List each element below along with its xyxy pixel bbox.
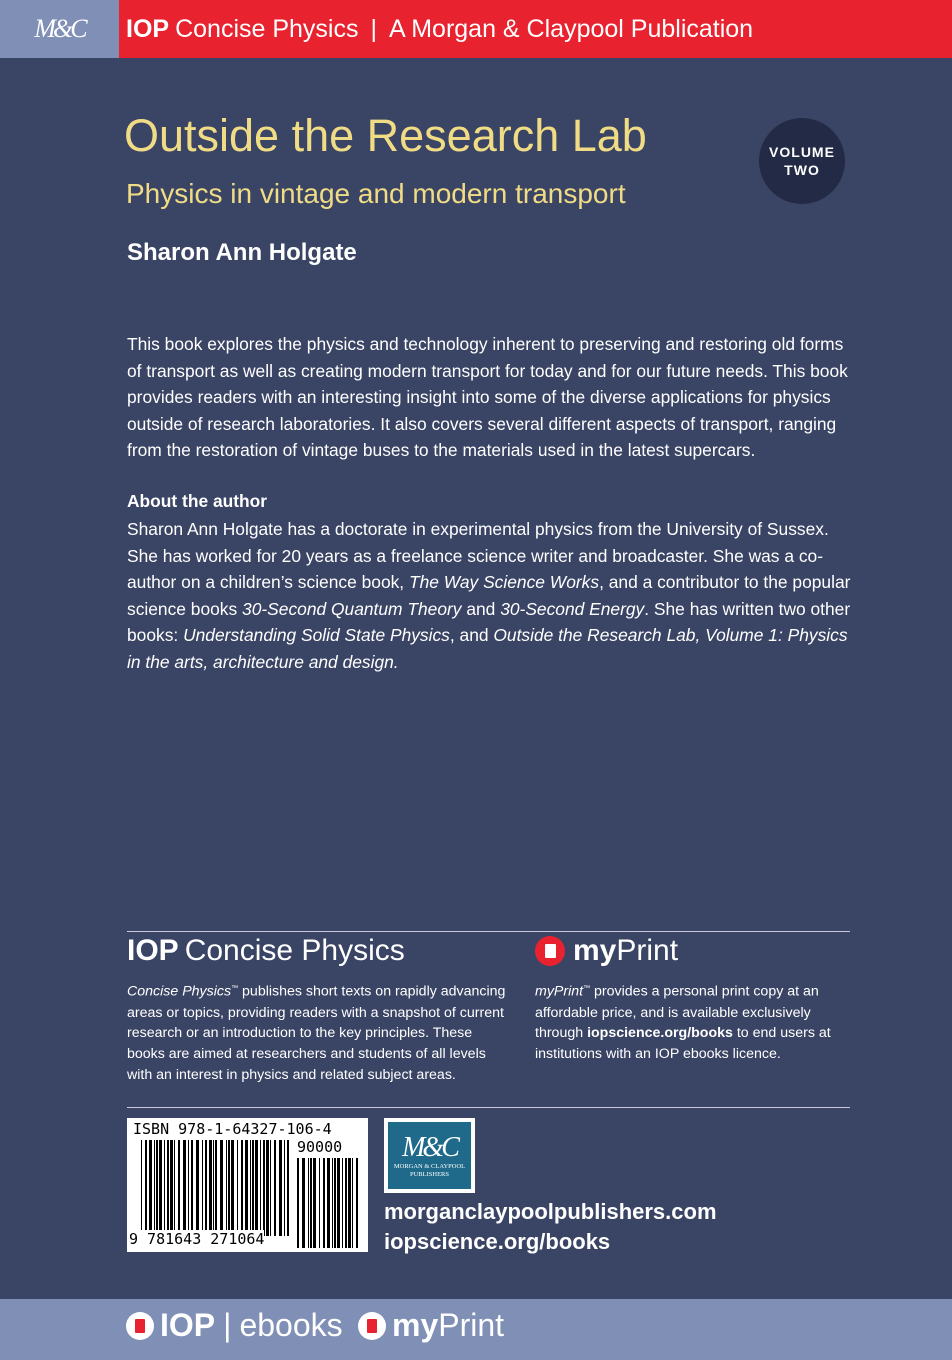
barcode-bar — [213, 1140, 214, 1236]
series-name: Concise Physics — [175, 14, 359, 43]
morgan-claypool-logo-inner — [388, 1122, 471, 1189]
barcode-bar — [178, 1140, 180, 1236]
about-text-2: , and a contributor to the popular science books — [127, 572, 851, 619]
barcode-bar — [174, 1140, 175, 1236]
footer-iop: IOP — [160, 1307, 216, 1343]
about-author-text — [127, 516, 852, 675]
barcode-bar — [263, 1140, 265, 1236]
book-description: This book explores the physics and technology inherent to preserving and restoring old forms of transport as well as creating modern transport for today and for our future needs. This book provides readers with an interesting insight into some of the diverse applications for physics outside of research laboratories. It also covers several different aspects of transport, ranging from the restoration of vintage buses to the materials used in the latest supercars. — [127, 334, 848, 460]
concise-italic-name: Concise Physics — [127, 983, 232, 1000]
volume-number: TWO — [784, 162, 820, 178]
myprint-italic-name: myPrint — [535, 983, 584, 1000]
barcode-bar — [337, 1158, 340, 1248]
barcode-bar — [279, 1140, 282, 1236]
myprint-my: my — [573, 934, 617, 967]
concise-physics-logo — [127, 934, 405, 968]
barcode-bar — [154, 1140, 155, 1236]
barcode-bar — [260, 1140, 261, 1236]
footer-myprint-logo — [358, 1307, 504, 1344]
barcode-bar — [205, 1140, 207, 1236]
iopscience-url[interactable]: iopscience.org/books — [384, 1229, 611, 1254]
series-banner — [126, 0, 753, 58]
barcode-bar — [228, 1140, 230, 1236]
barcode-bar — [191, 1140, 193, 1236]
publisher-logo-box — [0, 0, 119, 58]
barcode-bar — [345, 1158, 347, 1248]
footer-sep: | — [223, 1307, 232, 1343]
barcode-bar — [183, 1140, 186, 1236]
about-text-3: and — [461, 598, 501, 619]
barcode-bar — [252, 1140, 254, 1236]
barcode-bar — [241, 1140, 243, 1236]
barcode-bar — [348, 1158, 351, 1248]
barcode-bar — [302, 1158, 305, 1248]
myprint-body-2: to end users at institutions with an IOP ebooks licence. — [535, 1025, 831, 1063]
volume-label: VOLUME — [769, 144, 835, 160]
about-book-3: 30-Second Energy — [500, 598, 645, 619]
iop-ebooks-logo — [126, 1307, 343, 1344]
about-text-4: . She has written two other books: — [127, 598, 851, 645]
barcode-bar — [215, 1140, 217, 1236]
barcode-bar — [297, 1158, 299, 1248]
barcode-bar — [334, 1158, 336, 1248]
barcode-bar — [245, 1140, 248, 1236]
separator: | — [370, 14, 377, 43]
volume-badge — [759, 118, 845, 204]
mc-logo-icon: M&C — [34, 14, 85, 43]
mc-monogram-icon: M&C — [402, 1131, 457, 1163]
myprint-tm: ™ — [583, 985, 591, 992]
barcode-bar — [319, 1158, 320, 1248]
morgan-claypool-logo — [384, 1118, 475, 1193]
myprint-body-1: provides a personal print copy at an affordable price, and is available exclusively through — [535, 983, 819, 1042]
publisher-name: MORGAN & CLAYPOOL PUBLISHERS — [393, 1162, 466, 1178]
barcode-bar — [167, 1140, 169, 1236]
book-disc-icon — [535, 936, 565, 966]
barcode-bar — [284, 1140, 285, 1236]
iop-disc-icon — [126, 1312, 154, 1340]
ean-barcode-bars — [141, 1140, 291, 1236]
barcode-bar — [202, 1140, 203, 1236]
barcode-bar — [342, 1158, 343, 1248]
about-book-2: 30-Second Quantum Theory — [242, 598, 462, 619]
about-author-heading: About the author — [127, 491, 268, 511]
barcode-bar — [313, 1158, 316, 1248]
myprint-logo — [535, 934, 678, 968]
isbn-addon-text: 90000 — [297, 1138, 343, 1156]
about-book-5: Outside the Research Lab, Volume 1: Physics in the arts, architecture and design. — [127, 625, 848, 672]
myprint-disc-icon — [358, 1312, 386, 1340]
about-text-1: Sharon Ann Holgate has a doctorate in experimental physics from the University of Sussex. She has worked for 20 years as a freelance science writer and broadcaster. She was a co-author on a children’s science book, — [127, 519, 829, 592]
barcode-bar — [308, 1158, 309, 1248]
barcode-bar — [188, 1140, 189, 1236]
concise-iop-brand: IOP — [127, 934, 179, 967]
concise-name: Concise Physics — [184, 934, 405, 967]
barcode-bar — [164, 1140, 165, 1236]
iop-brand: IOP — [126, 14, 170, 43]
barcode-bar — [323, 1158, 325, 1248]
barcode-bar — [287, 1140, 289, 1236]
footer-ebooks: ebooks — [239, 1307, 343, 1343]
book-author: Sharon Ann Holgate — [127, 239, 357, 266]
isbn-barcode — [127, 1118, 368, 1252]
top-banner — [0, 0, 952, 58]
myprint-text — [535, 979, 835, 1065]
barcode-bar — [310, 1158, 312, 1248]
footer-my: my — [392, 1307, 439, 1343]
book-subtitle: Physics in vintage and modern transport — [126, 178, 626, 209]
barcode-bar — [149, 1140, 152, 1236]
publisher-url[interactable]: morganclaypoolpublishers.com — [384, 1199, 717, 1224]
barcode-bar — [270, 1140, 271, 1236]
bottom-banner — [0, 1299, 952, 1360]
barcode-bar — [250, 1140, 251, 1236]
about-book-1: The Way Science Works — [408, 572, 600, 592]
addon-barcode-bars — [297, 1158, 361, 1248]
footer-print: Print — [438, 1307, 505, 1343]
book-title: Outside the Research Lab — [124, 110, 647, 161]
barcode-bar — [352, 1158, 353, 1248]
myprint-link[interactable]: iopscience.org/books — [587, 1025, 733, 1042]
isbn-text: ISBN 978-1-64327-106-4 — [133, 1120, 332, 1138]
barcode-bar — [209, 1140, 212, 1236]
concise-physics-text — [127, 979, 512, 1086]
barcode-bar — [226, 1140, 227, 1236]
publication-line: A Morgan & Claypool Publication — [388, 14, 754, 43]
barcode-bar — [274, 1140, 276, 1236]
about-book-4: Understanding Solid State Physics — [183, 625, 450, 645]
barcode-bar — [231, 1140, 234, 1236]
about-text-5: , and — [449, 625, 494, 645]
barcode-bar — [332, 1158, 333, 1248]
barcode-bar — [141, 1140, 142, 1236]
barcode-bar — [170, 1140, 173, 1236]
barcode-bar — [220, 1140, 223, 1236]
barcode-bar — [237, 1140, 238, 1236]
barcode-bar — [356, 1158, 358, 1248]
myprint-print: Print — [616, 934, 679, 967]
concise-tm: ™ — [231, 985, 239, 992]
barcode-bar — [266, 1140, 269, 1236]
divider-bottom — [127, 1107, 850, 1108]
concise-body: publishes short texts on rapidly advancing areas or topics, providing readers with a snapshot of current research or an introduction to the key principles. These books are aimed at researchers and students of all levels with an interest in physics and related subject areas. — [127, 983, 506, 1083]
barcode-bar — [145, 1140, 147, 1236]
barcode-bar — [159, 1140, 162, 1236]
barcode-bar — [327, 1158, 330, 1248]
barcode-bar — [156, 1140, 158, 1236]
divider-top — [127, 931, 850, 932]
ean-digits: 9 781643 271064 — [129, 1230, 265, 1248]
barcode-bar — [255, 1140, 258, 1236]
barcode-bar — [196, 1140, 199, 1236]
